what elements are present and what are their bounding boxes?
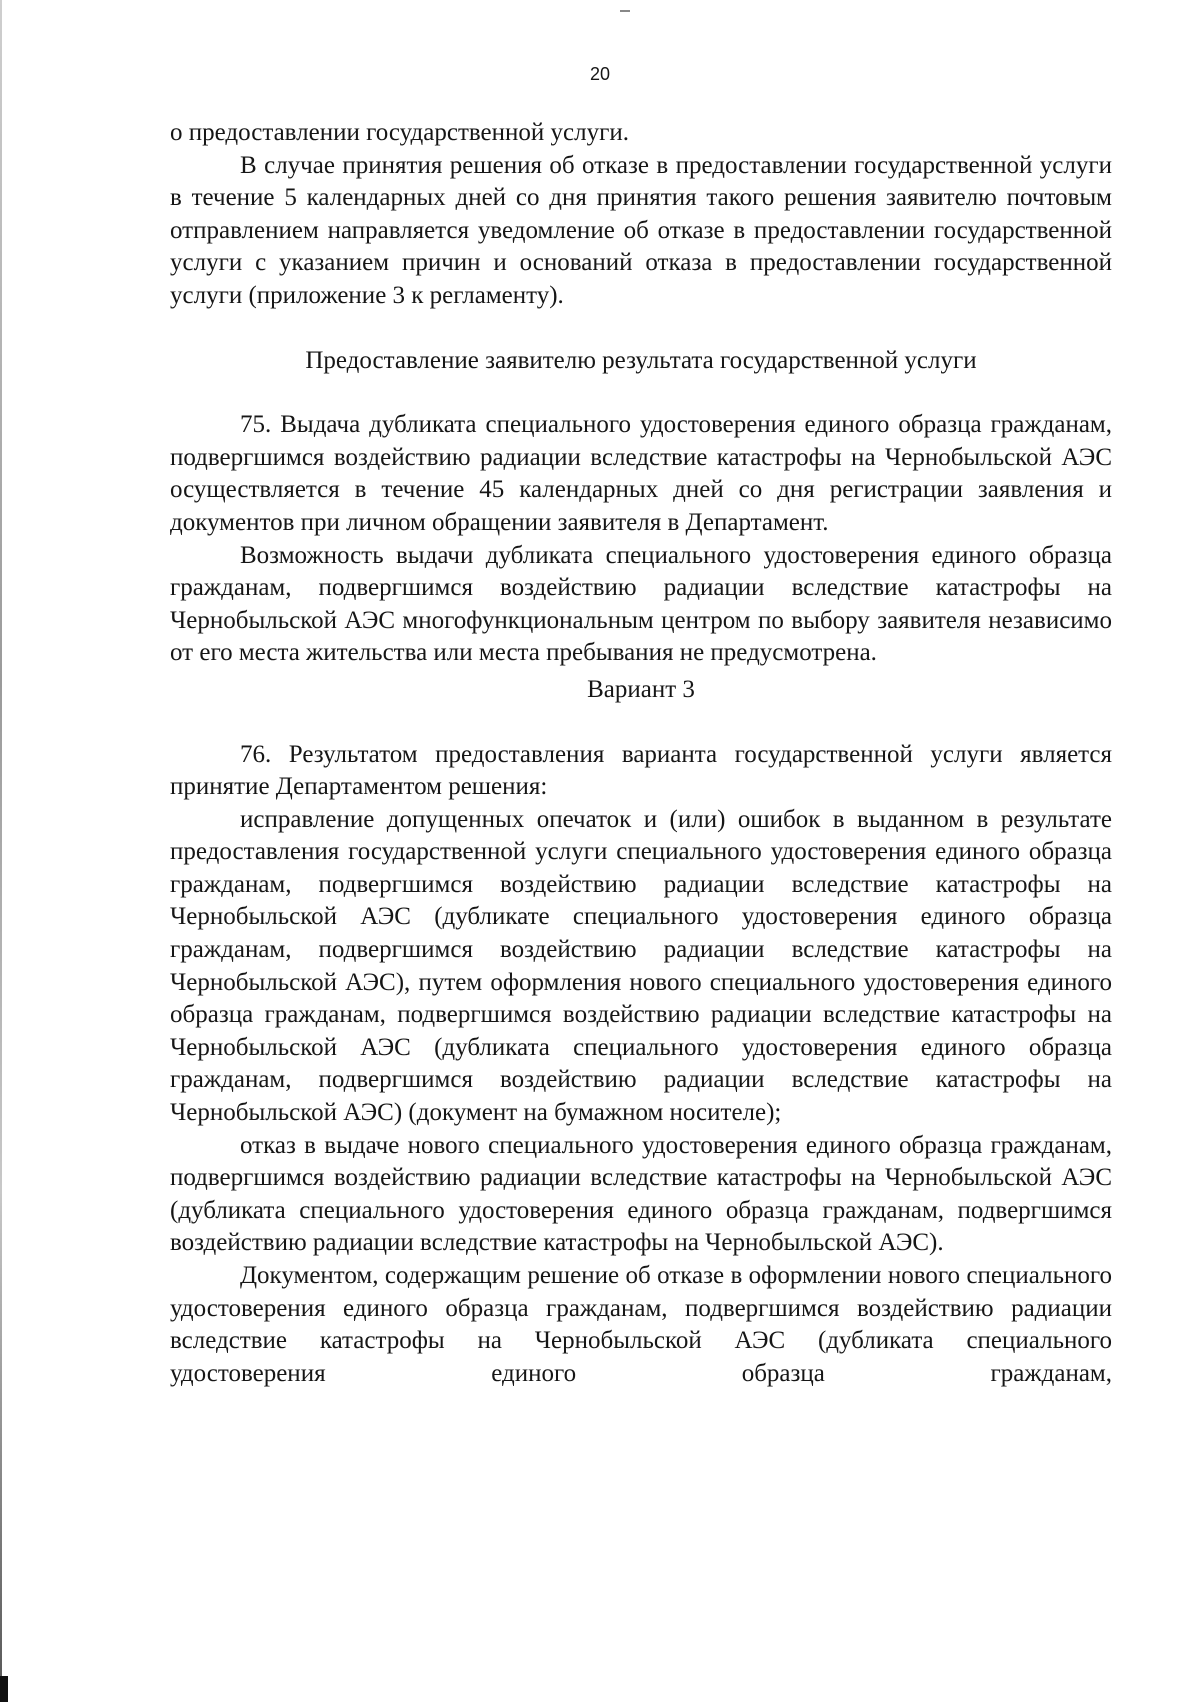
section-heading-variant: Вариант 3 xyxy=(587,675,695,703)
scan-edge xyxy=(0,0,2,1702)
page-number: 20 xyxy=(589,64,611,84)
paragraph-continuation: о предоставлении государственной услуги. xyxy=(170,119,629,146)
paragraph-mfc: Возможность выдачи дубликата специального удостоверения единого образца гражданам, подвергшимся воздействию радиации вследствие катастрофы на Чернобыльской АЭС многофункциональным центром по выбору заявителя независимо от его места жительства или места пребывания не предусмотрена. xyxy=(170,541,1112,667)
scan-mark xyxy=(0,1676,8,1702)
document-body xyxy=(170,117,1112,1390)
paragraph-refusal-notice: В случае принятия решения об отказе в предоставлении государственной услуги в течение 5 календарных дней со дня принятия такого решения заявителю почтовым отправлением направляется уведомление об отказе в предоставлении государственной услуги с указанием причин и оснований отказа в предоставлении государственной услуги (приложение 3 к регламенту). xyxy=(170,151,1112,309)
paragraph-refusal-issue: отказ в выдаче нового специального удостоверения единого образца гражданам, подвергшимся воздействию радиации вследствие катастрофы на Чернобыльской АЭС (дубликата специального удостоверения единого образца гражданам, подвергшимся воздействию радиации вследствие катастрофы на Чернобыльской АЭС). xyxy=(170,1131,1112,1257)
section-heading-result: Предоставление заявителю результата государственной услуги xyxy=(305,346,977,374)
paragraph-document: Документом, содержащим решение об отказе в оформлении нового специального удостоверения единого образца гражданам, подвергшимся воздействию радиации вследствие катастрофы на Чернобыльской АЭС (дубликата специального удостоверения единого образца гражданам, xyxy=(170,1262,1112,1387)
paragraph-76: 76. Результатом предоставления варианта государственной услуги является принятие Департаментом решения: xyxy=(170,740,1112,801)
paragraph-correction: исправление допущенных опечаток и (или) ошибок в выданном в результате предоставления государственной услуги специального удостоверения единого образца гражданам, подвергшимся воздействию радиации вследствие катастрофы на Чернобыльской АЭС (дубликате специального удостоверения единого образца гражданам, подвергшимся воздействию радиации вследствие катастрофы на Чернобыльской АЭС), путем оформления нового специального удостоверения единого образца гражданам, подвергшимся воздействию радиации вследствие катастрофы на Чернобыльской АЭС (дубликата специального удостоверения единого образца гражданам, подвергшимся воздействию радиации вследствие катастрофы на Чернобыльской АЭС) (документ на бумажном носителе); xyxy=(170,805,1112,1127)
paragraph-75: 75. Выдача дубликата специального удостоверения единого образца гражданам, подвергшимся воздействию радиации вследствие катастрофы на Чернобыльской АЭС осуществляется в течение 45 календарных дней со дня регистрации заявления и документов при личном обращении заявителя в Департамент. xyxy=(170,411,1112,536)
scan-artifact xyxy=(620,10,630,12)
